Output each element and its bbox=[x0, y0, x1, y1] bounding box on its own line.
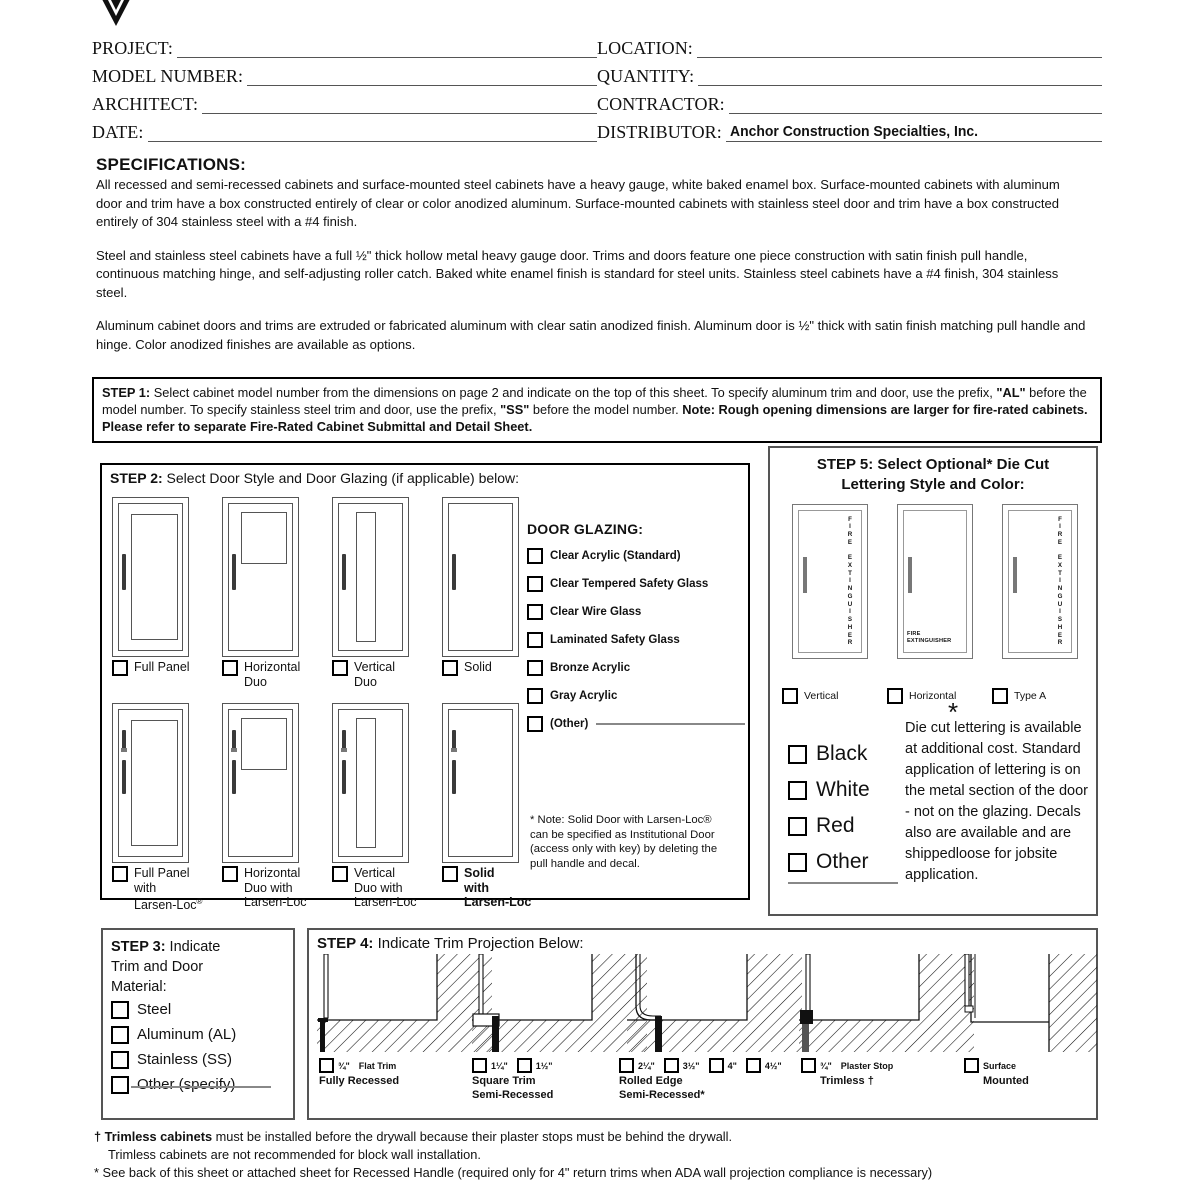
field-label: QUANTITY: bbox=[597, 66, 695, 86]
step1-text-c: before the model number. bbox=[529, 402, 683, 417]
step3-title bbox=[111, 937, 285, 997]
door-drawing-full-panel-larsen-loc bbox=[112, 703, 189, 863]
trim-dims-row bbox=[472, 1058, 562, 1073]
lettering-option-horizontal[interactable] bbox=[887, 504, 983, 659]
door-drawing-solid-larsen-loc bbox=[442, 703, 519, 863]
color-option-other[interactable] bbox=[788, 844, 908, 880]
fire-extinguisher-horizontal-text: FIRE EXTINGUISHER bbox=[907, 631, 952, 644]
field-label: PROJECT: bbox=[92, 38, 173, 58]
material-other-input[interactable] bbox=[131, 1086, 271, 1088]
door-option-horizontal-duo-larsen-loc[interactable] bbox=[222, 703, 322, 910]
door-drawing-horizontal-duo bbox=[222, 497, 299, 657]
material-label: Stainless (SS) bbox=[137, 1051, 233, 1068]
checkbox-vertical-duo-larsen-loc[interactable] bbox=[332, 866, 348, 882]
model-number-input[interactable] bbox=[247, 67, 597, 86]
step1-text-b: before the model number. To specify stainless steel trim and door, use the prefix, bbox=[102, 385, 1087, 417]
door-glazing-group bbox=[527, 521, 745, 738]
diagram-surface-mounted bbox=[957, 954, 1097, 1052]
door-drawing-horizontal-lettering bbox=[897, 504, 973, 659]
door-name: Solid bbox=[464, 660, 492, 674]
checkbox-solid[interactable] bbox=[442, 660, 458, 676]
step1-box bbox=[92, 377, 1102, 443]
larsen-loc-icon bbox=[451, 748, 457, 752]
asterisk-marker: * bbox=[948, 697, 959, 727]
diagram-plaster-stop-trimless bbox=[799, 954, 974, 1052]
step3-title-rest: Indicate bbox=[165, 939, 221, 955]
lettering-label: Horizontal bbox=[909, 690, 957, 702]
specifications-heading: SPECIFICATIONS: bbox=[96, 155, 247, 174]
glazing-label: Gray Acrylic bbox=[550, 690, 618, 702]
checkbox-rolled-edge-3-5[interactable] bbox=[664, 1058, 679, 1073]
checkbox-square-trim-1-5[interactable] bbox=[517, 1058, 532, 1073]
footnote-dagger-label: † Trimless cabinets bbox=[94, 1129, 213, 1144]
door-drawing-vertical-duo-larsen-loc bbox=[332, 703, 409, 863]
color-label: Other bbox=[816, 850, 869, 873]
step2-title-rest: Select Door Style and Door Glazing (if applicable) below: bbox=[162, 470, 520, 486]
door-label bbox=[112, 660, 212, 675]
checkbox-clear-wire-glass[interactable] bbox=[527, 604, 543, 620]
step1-note-text: Rough opening dimensions are larger for fire-rated cabinets. Please refer to separate Fire-Rated Cabinet Submittal and Detail Sheet. bbox=[102, 402, 1088, 434]
material-option-steel[interactable] bbox=[111, 997, 285, 1022]
checkbox-rolled-edge-4[interactable] bbox=[709, 1058, 724, 1073]
checkbox-material-aluminum[interactable] bbox=[111, 1026, 129, 1044]
checkbox-glazing-other[interactable] bbox=[527, 716, 543, 732]
footnote-text: must be installed before the drywall because their plaster stops must be behind the drywall. bbox=[212, 1129, 733, 1144]
door-handle-icon bbox=[452, 730, 456, 750]
door-option-full-panel[interactable] bbox=[112, 497, 212, 675]
glazing-label: (Other) bbox=[550, 718, 589, 730]
door-drawing-vertical-duo bbox=[332, 497, 409, 657]
material-option-other[interactable] bbox=[111, 1072, 285, 1097]
glazing-option-laminated[interactable] bbox=[527, 626, 745, 654]
step1-prefix-ss: "SS" bbox=[500, 402, 530, 417]
door-name-line2: Duo bbox=[244, 674, 267, 689]
footnote-trimless-block-wall: Trimless cabinets are not recommended for block wall installation. bbox=[108, 1147, 481, 1162]
door-inner-frame bbox=[448, 709, 513, 857]
checkbox-material-other[interactable] bbox=[111, 1076, 129, 1094]
glazing-label: Clear Acrylic (Standard) bbox=[550, 550, 681, 562]
registered-mark: ® bbox=[196, 897, 203, 906]
glazing-option-clear-acrylic[interactable] bbox=[527, 542, 745, 570]
glazing-other-input[interactable] bbox=[596, 723, 745, 725]
distributor-input[interactable] bbox=[726, 123, 1102, 142]
field-distributor bbox=[597, 122, 1102, 142]
door-name: Full Panel bbox=[134, 866, 190, 880]
door-label bbox=[222, 866, 322, 910]
step1-note-label: Note: bbox=[682, 402, 715, 417]
door-name-line2: Duo bbox=[354, 674, 377, 689]
checkbox-material-stainless[interactable] bbox=[111, 1051, 129, 1069]
step5-title-rest: Select Optional* Die Cut bbox=[873, 456, 1050, 473]
lettering-color-group bbox=[788, 736, 908, 880]
checkbox-clear-tempered-safety-glass[interactable] bbox=[527, 576, 543, 592]
trim-dimension: 3½" bbox=[682, 1060, 700, 1071]
header-row bbox=[92, 86, 1102, 114]
field-label: DISTRIBUTOR: bbox=[597, 122, 722, 142]
step2-box bbox=[100, 463, 750, 913]
door-label bbox=[112, 866, 212, 913]
checkbox-full-panel-larsen-loc[interactable] bbox=[112, 866, 128, 882]
step1-label: STEP 1: bbox=[102, 385, 151, 400]
door-name-line2: with bbox=[134, 880, 157, 895]
trim-dims-row bbox=[619, 1058, 791, 1073]
step4-label: STEP 4: bbox=[317, 935, 374, 952]
door-name: Full Panel bbox=[134, 660, 190, 674]
material-option-aluminum[interactable] bbox=[111, 1022, 285, 1047]
field-date bbox=[92, 122, 597, 142]
trim-option-flat-trim[interactable] bbox=[319, 1058, 399, 1089]
step4-box bbox=[307, 928, 1098, 1120]
door-handle-icon bbox=[803, 557, 807, 593]
door-name-line2: Duo with bbox=[244, 880, 293, 895]
step2-title bbox=[110, 470, 519, 486]
date-input[interactable] bbox=[148, 123, 598, 142]
quantity-input[interactable] bbox=[698, 67, 1102, 86]
step3-box bbox=[101, 928, 295, 1120]
door-drawing-vertical-lettering bbox=[792, 504, 868, 659]
door-option-horizontal-duo[interactable] bbox=[222, 497, 322, 689]
material-label: Aluminum (AL) bbox=[137, 1026, 237, 1043]
field-label: ARCHITECT: bbox=[92, 94, 199, 114]
door-name-line2: Duo with bbox=[354, 880, 403, 895]
checkbox-rolled-edge-2-25[interactable] bbox=[619, 1058, 634, 1073]
glazing-option-gray-acrylic[interactable] bbox=[527, 682, 745, 710]
step1-prefix-al: "AL" bbox=[996, 385, 1026, 400]
glazing-panel-full bbox=[131, 514, 178, 640]
die-cut-description: Die cut lettering is available at additional cost. Standard application of lettering is on the metal section of the door - not on the glazing. Decals also are available and are shippedloose for jobsite application. bbox=[905, 720, 1088, 883]
step4-title-rest: Indicate Trim Projection Below: bbox=[373, 935, 584, 952]
checkbox-lettering-type-a[interactable] bbox=[992, 688, 1008, 704]
trim-caption-2: Semi-Recessed* bbox=[619, 1088, 705, 1101]
trim-caption-1: Rolled Edge bbox=[619, 1075, 683, 1087]
checkbox-gray-acrylic[interactable] bbox=[527, 688, 543, 704]
door-label bbox=[332, 660, 432, 689]
architect-input[interactable] bbox=[202, 95, 597, 114]
fire-extinguisher-type-a-text: F I R E E X T I N G U I S H E R bbox=[1057, 515, 1063, 647]
door-handle-lower-icon bbox=[342, 760, 346, 794]
door-handle-lower-icon bbox=[452, 760, 456, 794]
diagram-square-trim-semi-recessed bbox=[472, 954, 647, 1052]
checkbox-horizontal-duo[interactable] bbox=[222, 660, 238, 676]
door-drawing-type-a-lettering bbox=[1002, 504, 1078, 659]
checkbox-color-white[interactable] bbox=[788, 781, 807, 800]
trim-option-surface-mounted[interactable] bbox=[964, 1058, 1029, 1089]
door-option-vertical-duo[interactable] bbox=[332, 497, 432, 689]
door-handle-icon bbox=[122, 730, 126, 750]
checkbox-clear-acrylic[interactable] bbox=[527, 548, 543, 564]
checkbox-color-red[interactable] bbox=[788, 817, 807, 836]
color-option-white[interactable] bbox=[788, 772, 908, 808]
checkbox-plaster-stop[interactable] bbox=[801, 1058, 816, 1073]
door-drawing-full-panel bbox=[112, 497, 189, 657]
checkbox-flat-trim[interactable] bbox=[319, 1058, 334, 1073]
door-label bbox=[442, 866, 542, 910]
trim-caption-inline: Flat Trim bbox=[358, 1060, 397, 1071]
lettering-checkbox-horizontal-group[interactable] bbox=[887, 688, 956, 704]
footnote-trimless bbox=[94, 1128, 1154, 1146]
larsen-loc-icon bbox=[231, 748, 237, 752]
color-label: White bbox=[816, 778, 870, 801]
field-contractor bbox=[597, 94, 1102, 114]
spec-paragraph: All recessed and semi-recessed cabinets and surface-mounted steel cabinets have a heavy gauge, white baked enamel box. Surface-mounted cabinets with aluminum door and trim have a box constructed entirely of clear or color anodized aluminum. Surface-mounted cabinets with stainless steel door and trim have a box constructed entirely of 304 stainless steel with a #4 finish. bbox=[96, 177, 1060, 229]
lettering-option-vertical[interactable] bbox=[782, 504, 878, 659]
trim-dimension: 4½" bbox=[764, 1060, 782, 1071]
door-label bbox=[332, 866, 432, 910]
door-handle-lower-icon bbox=[232, 760, 236, 794]
door-handle-icon bbox=[122, 554, 126, 590]
diagram-rolled-edge-semi-recessed bbox=[627, 954, 802, 1052]
color-other-input[interactable] bbox=[788, 882, 898, 884]
checkbox-laminated-safety-glass[interactable] bbox=[527, 632, 543, 648]
trim-caption-inline: Surface bbox=[983, 1060, 1017, 1071]
field-project bbox=[92, 38, 597, 58]
step2-footnote: * Note: Solid Door with Larsen-Loc® can be specified as Institutional Door (access only with key) by deleting the pull handle and decal. bbox=[530, 814, 718, 870]
field-location bbox=[597, 38, 1102, 58]
checkbox-color-black[interactable] bbox=[788, 745, 807, 764]
field-architect bbox=[92, 94, 597, 114]
step1-text-a: Select cabinet model number from the dimensions on page 2 and indicate on the top of this sheet. To specify aluminum trim and door, use the prefix, bbox=[150, 385, 997, 400]
door-handle-icon bbox=[232, 554, 236, 590]
checkbox-horizontal-duo-larsen-loc[interactable] bbox=[222, 866, 238, 882]
glazing-option-other[interactable] bbox=[527, 710, 745, 738]
material-option-stainless[interactable] bbox=[111, 1047, 285, 1072]
glazing-panel-vertical bbox=[356, 512, 376, 642]
header-fields bbox=[92, 30, 1102, 142]
location-input[interactable] bbox=[697, 39, 1102, 58]
color-label: Black bbox=[816, 742, 868, 765]
checkbox-surface-mounted[interactable] bbox=[964, 1058, 979, 1073]
trim-dimension: 1½" bbox=[535, 1060, 553, 1071]
lettering-label: Vertical bbox=[804, 690, 839, 702]
spec-paragraph: Aluminum cabinet doors and trims are extruded or fabricated aluminum with clear satin anodized finish. Aluminum door is ½" thick with satin finish matching pull handle and hinge. Color anodized finishes are available as options. bbox=[96, 318, 1086, 352]
lettering-checkbox-type-a-group[interactable] bbox=[992, 688, 1046, 704]
project-input[interactable] bbox=[177, 39, 597, 58]
lettering-option-type-a[interactable] bbox=[992, 504, 1088, 659]
step2-label: STEP 2: bbox=[110, 470, 163, 486]
larsen-loc-icon bbox=[121, 748, 127, 752]
checkbox-full-panel[interactable] bbox=[112, 660, 128, 676]
material-label: Other (specify) bbox=[137, 1076, 236, 1093]
trim-caption-1: Square Trim bbox=[472, 1075, 536, 1087]
glazing-label: Bronze Acrylic bbox=[550, 662, 631, 674]
checkbox-lettering-horizontal[interactable] bbox=[887, 688, 903, 704]
field-label: DATE: bbox=[92, 122, 144, 142]
door-handle-icon bbox=[342, 730, 346, 750]
door-name-line3: Larsen-Loc bbox=[244, 895, 307, 909]
step3-label: STEP 3: bbox=[111, 939, 166, 955]
door-name: Horizontal bbox=[244, 660, 301, 674]
trim-dimension: ¾" bbox=[820, 1060, 832, 1071]
glazing-panel-horizontal bbox=[241, 512, 287, 564]
door-handle-lower-icon bbox=[122, 760, 126, 794]
company-logo-icon bbox=[88, 0, 144, 28]
trim-caption-2: Fully Recessed bbox=[319, 1075, 400, 1087]
larsen-loc-icon bbox=[341, 748, 347, 752]
door-handle-icon bbox=[1013, 557, 1017, 593]
header-row bbox=[92, 114, 1102, 142]
trim-caption-2: Trimless † bbox=[820, 1075, 874, 1087]
step5-title-line2: Lettering Style and Color: bbox=[841, 476, 1025, 493]
field-label: LOCATION: bbox=[597, 38, 693, 58]
door-handle-icon bbox=[342, 554, 346, 590]
door-option-vertical-duo-larsen-loc[interactable] bbox=[332, 703, 432, 910]
step3-title-line3: Material: bbox=[111, 979, 167, 995]
door-inner-frame bbox=[448, 503, 513, 651]
lettering-style-row bbox=[782, 504, 1088, 684]
color-label: Red bbox=[816, 814, 855, 837]
door-label bbox=[222, 660, 322, 689]
step5-label: STEP 5: bbox=[816, 456, 874, 473]
trim-option-rolled-edge[interactable] bbox=[619, 1058, 791, 1102]
field-quantity bbox=[597, 66, 1102, 86]
glazing-panel-vertical bbox=[356, 718, 376, 848]
header-row bbox=[92, 30, 1102, 58]
glazing-option-clear-tempered[interactable] bbox=[527, 570, 745, 598]
trim-caption-2: Semi-Recessed bbox=[472, 1088, 554, 1101]
door-name-line3: Larsen-Loc bbox=[134, 898, 197, 913]
field-label: CONTRACTOR: bbox=[597, 94, 725, 114]
contractor-input[interactable] bbox=[729, 95, 1102, 114]
door-drawing-horizontal-duo-larsen-loc bbox=[222, 703, 299, 863]
glazing-option-clear-wire[interactable] bbox=[527, 598, 745, 626]
header-row bbox=[92, 58, 1102, 86]
checkbox-bronze-acrylic[interactable] bbox=[527, 660, 543, 676]
step5-box bbox=[768, 446, 1098, 916]
trim-option-plaster-stop[interactable] bbox=[801, 1058, 893, 1089]
trim-dimension: ¾" bbox=[338, 1060, 350, 1071]
footnotes-section bbox=[94, 1128, 1154, 1182]
trim-dims-row bbox=[319, 1058, 399, 1073]
checkbox-color-other[interactable] bbox=[788, 853, 807, 872]
diagram-flat-trim-fully-recessed bbox=[317, 954, 492, 1052]
door-name-line2: with bbox=[464, 880, 489, 895]
checkbox-vertical-duo[interactable] bbox=[332, 660, 348, 676]
checkbox-rolled-edge-4-5[interactable] bbox=[746, 1058, 761, 1073]
trim-caption-2: Mounted bbox=[983, 1075, 1029, 1087]
lettering-checkbox-vertical-group[interactable] bbox=[782, 688, 838, 704]
material-label: Steel bbox=[137, 1001, 172, 1018]
door-name: Horizontal bbox=[244, 866, 301, 880]
step5-title bbox=[770, 448, 1096, 495]
trim-dimension: 2¼" bbox=[638, 1060, 655, 1071]
glazing-label: Clear Wire Glass bbox=[550, 606, 642, 618]
trim-dimension: 4" bbox=[727, 1060, 737, 1071]
checkbox-square-trim-1-25[interactable] bbox=[472, 1058, 487, 1073]
door-handle-icon bbox=[232, 730, 236, 750]
trim-dims-row bbox=[801, 1058, 893, 1073]
door-name-line3: Larsen-Loc bbox=[354, 895, 417, 909]
door-glazing-heading: DOOR GLAZING: bbox=[527, 521, 644, 537]
color-option-red[interactable] bbox=[788, 808, 908, 844]
fire-extinguisher-vertical-text: F I R E E X T I N G U I S H E R bbox=[847, 515, 853, 647]
door-drawing-solid bbox=[442, 497, 519, 657]
field-model-number bbox=[92, 66, 597, 86]
checkbox-material-steel[interactable] bbox=[111, 1001, 129, 1019]
checkbox-solid-larsen-loc[interactable] bbox=[442, 866, 458, 882]
door-name: Solid bbox=[464, 866, 495, 880]
door-option-full-panel-larsen-loc[interactable] bbox=[112, 703, 212, 913]
trim-option-square-trim[interactable] bbox=[472, 1058, 562, 1102]
door-name-line3: Larsen-Loc bbox=[464, 895, 532, 909]
footnote-recessed-handle: * See back of this sheet or attached sheet for Recessed Handle (required only for 4" return trims when ADA wall projection compliance is necessary) bbox=[94, 1165, 933, 1180]
glazing-panel-horizontal bbox=[241, 718, 287, 770]
glazing-label: Laminated Safety Glass bbox=[550, 634, 680, 646]
field-label: MODEL NUMBER: bbox=[92, 66, 244, 86]
specifications-body bbox=[96, 176, 1096, 369]
field-value: Anchor Construction Specialties, Inc. bbox=[729, 123, 978, 140]
step4-title bbox=[317, 935, 584, 952]
trim-dimension: 1¼" bbox=[491, 1060, 508, 1071]
glazing-panel-full bbox=[131, 720, 178, 846]
lettering-label: Type A bbox=[1014, 690, 1047, 702]
door-handle-icon bbox=[908, 557, 912, 593]
door-name: Vertical bbox=[354, 660, 395, 674]
door-handle-icon bbox=[452, 554, 456, 590]
glazing-option-bronze-acrylic[interactable] bbox=[527, 654, 745, 682]
step3-title-line2: Trim and Door bbox=[111, 959, 204, 975]
trim-dims-row bbox=[964, 1058, 1029, 1073]
door-name: Vertical bbox=[354, 866, 395, 880]
color-option-black[interactable] bbox=[788, 736, 908, 772]
checkbox-lettering-vertical[interactable] bbox=[782, 688, 798, 704]
trim-caption-inline: Plaster Stop bbox=[840, 1060, 894, 1071]
spec-paragraph: Steel and stainless steel cabinets have a full ½" thick hollow metal heavy gauge door. Trims and doors feature one piece construction with satin finish pull handle, continuous matching hinge, and self-adjusting roller catch. Baked white enamel finish is standard for steel units. Stainless steel cabinets have a #4 finish, 304 stainless steel. bbox=[96, 247, 1059, 300]
glazing-label: Clear Tempered Safety Glass bbox=[550, 578, 709, 590]
